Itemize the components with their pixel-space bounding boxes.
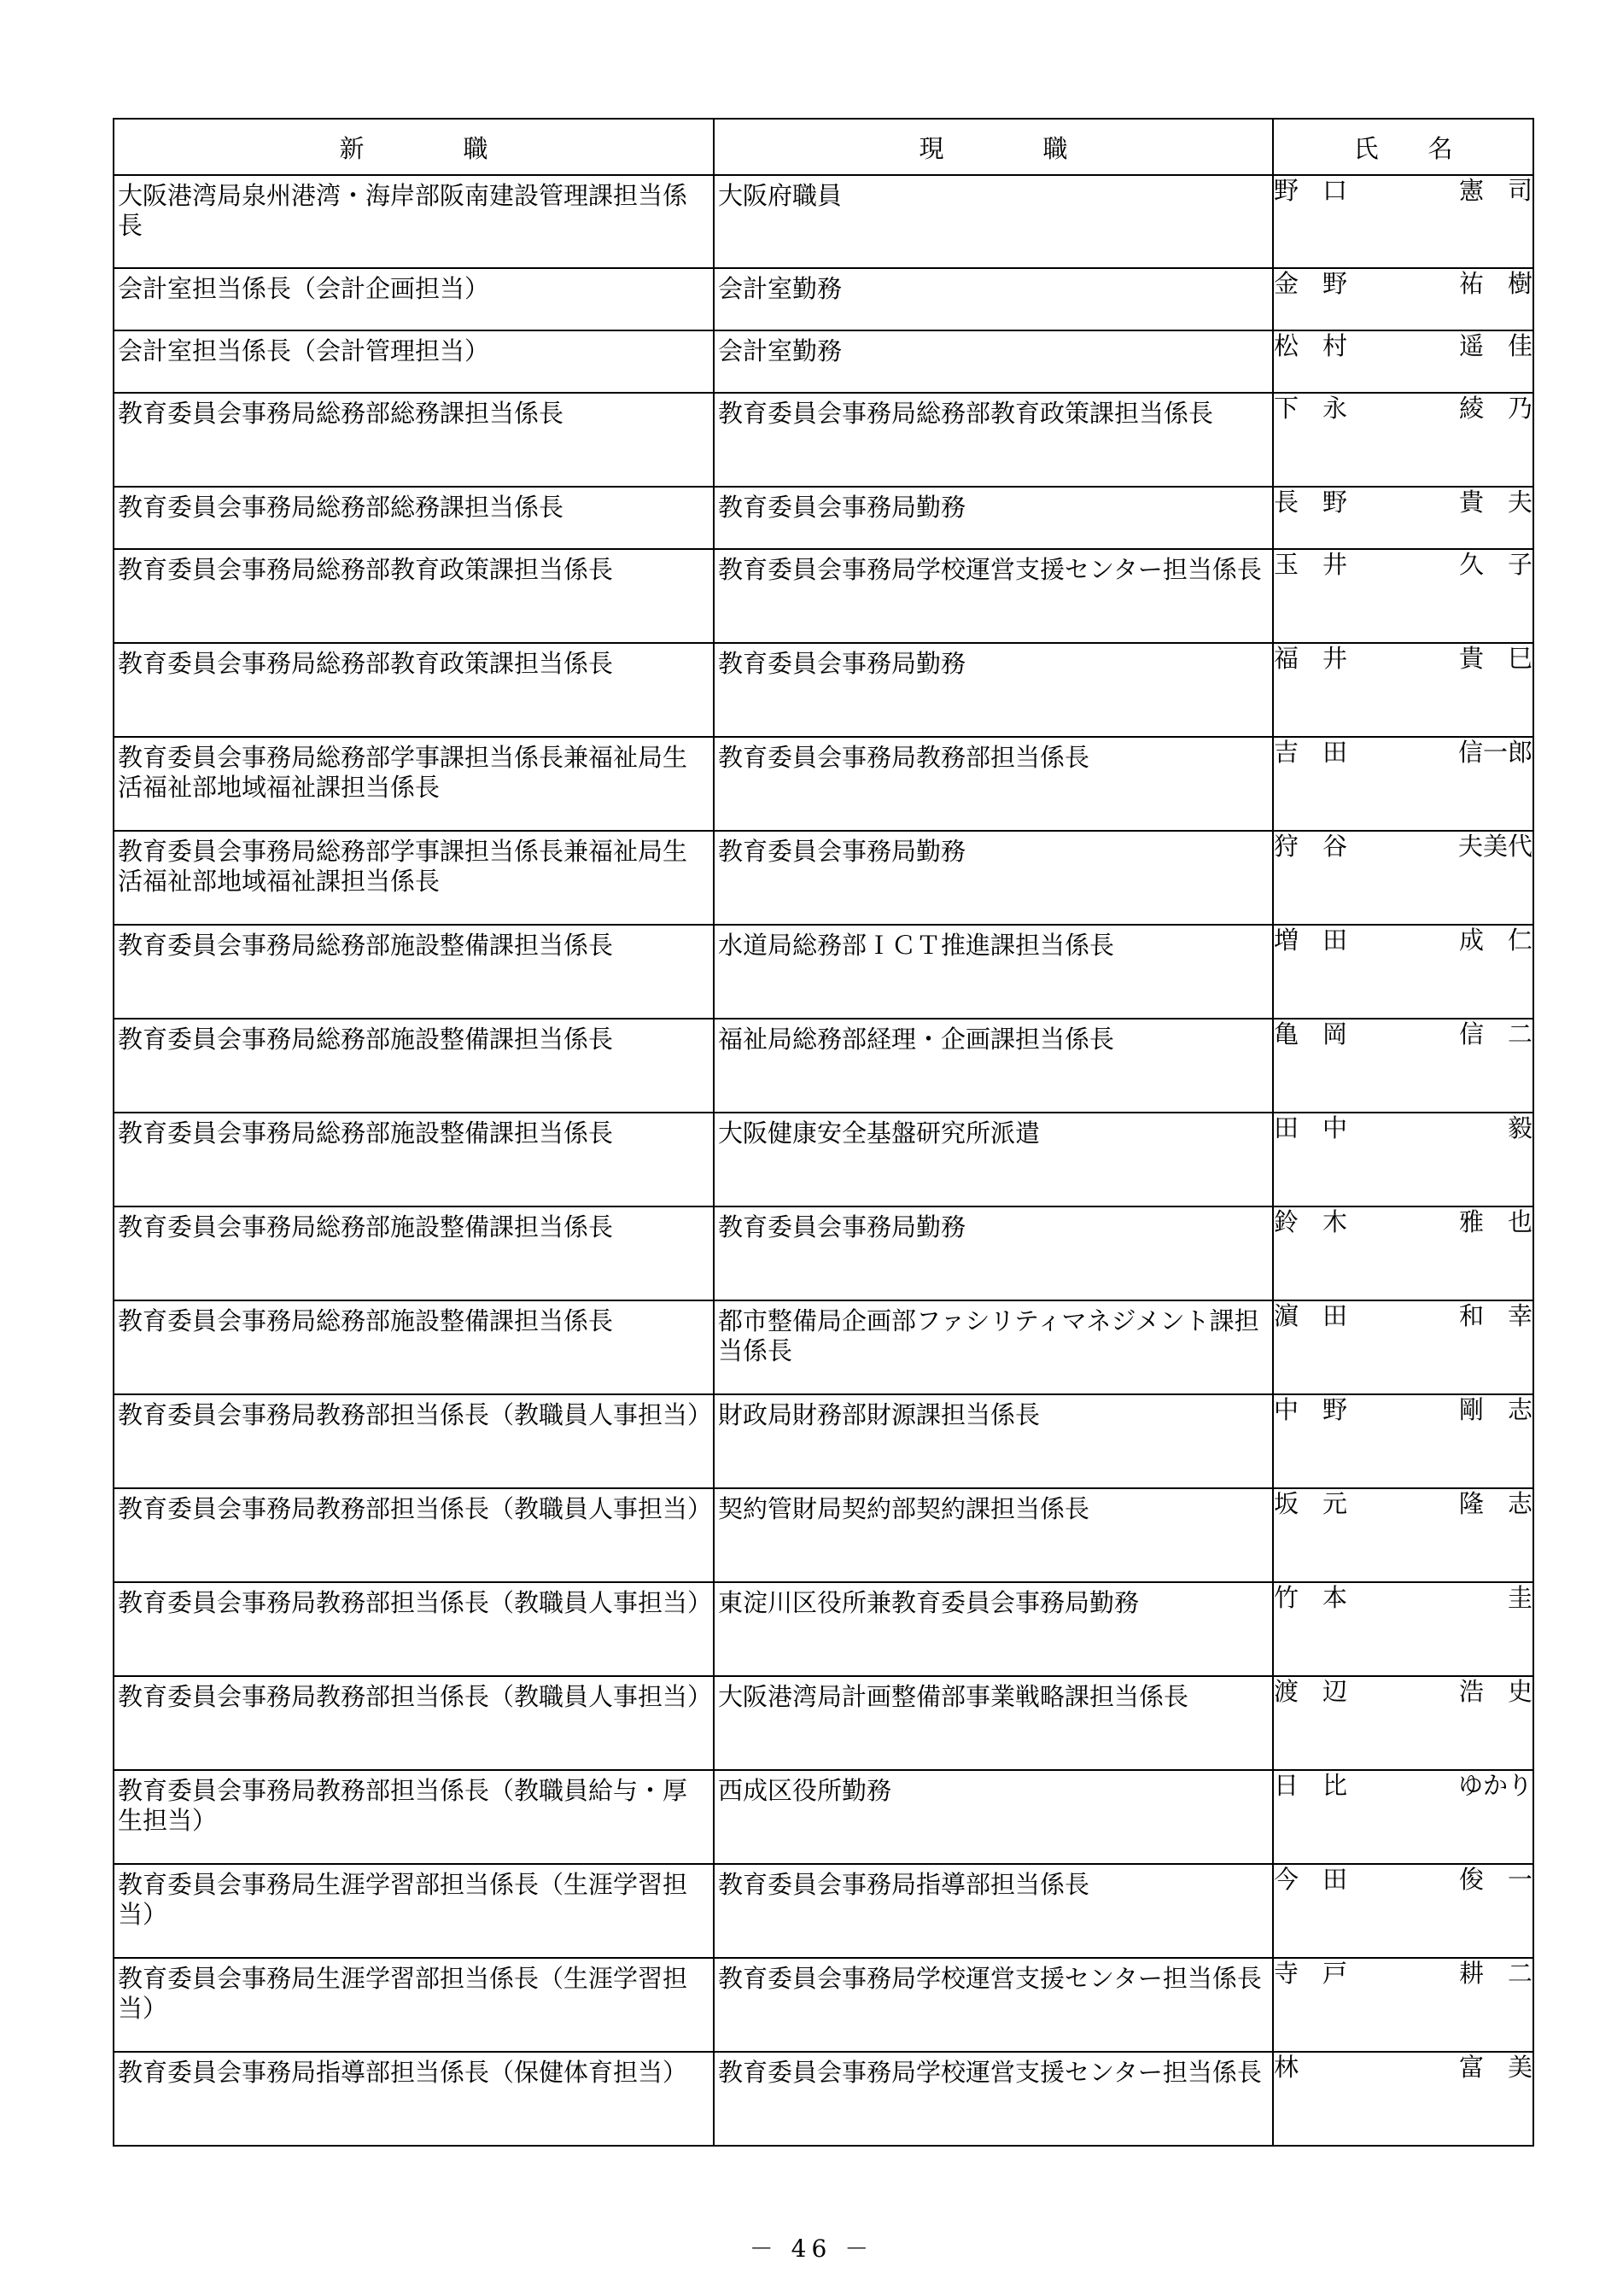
given-name-char: 志 [1507, 1395, 1533, 1424]
new-post-text: 教育委員会事務局教務部担当係長（教職員人事担当） [118, 1400, 713, 1429]
given-name [1459, 331, 1533, 361]
family-name [1274, 1301, 1347, 1331]
personnel-table [113, 118, 1534, 2147]
family-name-char: 野 [1274, 176, 1299, 205]
family-name [1274, 394, 1347, 424]
table-body [114, 175, 1533, 2146]
given-name [1459, 176, 1533, 206]
person-name [1274, 1771, 1533, 1801]
person-name [1274, 1113, 1533, 1143]
new-post-cell [114, 737, 714, 831]
family-name-char: 渡 [1274, 1677, 1299, 1706]
given-name-char: 隆 [1459, 1489, 1485, 1518]
table-row [114, 1770, 1533, 1864]
current-post-cell [714, 487, 1273, 549]
given-name-char: 二 [1507, 1959, 1533, 1988]
current-post-text: 教育委員会事務局勤務 [718, 493, 966, 522]
person-name [1274, 1301, 1533, 1331]
given-name [1459, 644, 1533, 674]
new-post-cell [114, 330, 714, 393]
given-name-char: 志 [1507, 1489, 1533, 1518]
header-current-post: 現 職 [714, 119, 1273, 175]
current-post-cell [714, 1113, 1273, 1206]
current-post-text: 財政局財務部財源課担当係長 [718, 1400, 1041, 1429]
family-name-char: 日 [1274, 1771, 1299, 1800]
given-name [1459, 1959, 1533, 1989]
given-name [1459, 2053, 1533, 2083]
current-post-text: 会計室勤務 [718, 336, 843, 365]
given-name-char: 信 [1459, 1019, 1485, 1049]
new-post-text: 会計室担当係長（会計企画担当） [118, 274, 490, 303]
family-name-char: 今 [1274, 1865, 1299, 1894]
given-name [1458, 832, 1533, 862]
table-row [114, 831, 1533, 925]
family-name [1274, 1677, 1347, 1707]
family-name-char: 中 [1274, 1395, 1299, 1424]
given-name-char: 浩 [1459, 1677, 1485, 1706]
person-name [1274, 1959, 1533, 1989]
new-post-cell [114, 831, 714, 925]
new-post-text: 教育委員会事務局総務部施設整備課担当係長 [118, 931, 614, 960]
table-row [114, 393, 1533, 487]
name-cell [1273, 1113, 1533, 1206]
given-name [1459, 1865, 1533, 1895]
family-name-char: 狩 [1274, 832, 1299, 861]
family-name [1274, 550, 1347, 580]
given-name-char: 巳 [1507, 644, 1533, 673]
person-name [1274, 394, 1533, 424]
new-post-text: 教育委員会事務局教務部担当係長（教職員人事担当） [118, 1494, 713, 1523]
current-post-cell [714, 393, 1273, 487]
given-name-char: 乃 [1507, 394, 1533, 423]
family-name [1274, 331, 1347, 361]
family-name-char: 口 [1322, 176, 1347, 205]
given-name-char: 遥 [1459, 331, 1485, 360]
family-name-char: 亀 [1274, 1019, 1299, 1049]
table-row [114, 330, 1533, 393]
name-cell [1273, 1019, 1533, 1113]
family-name-char: 田 [1322, 1865, 1347, 1894]
family-name-char: 坂 [1274, 1489, 1299, 1518]
given-name-char: 憲 [1459, 176, 1485, 205]
new-post-text: 教育委員会事務局総務部総務課担当係長 [118, 493, 564, 522]
given-name-char: 夫美代 [1457, 832, 1533, 861]
person-name [1274, 738, 1533, 768]
new-post-cell [114, 393, 714, 487]
family-name-char: 本 [1322, 1583, 1347, 1612]
table-row [114, 175, 1533, 268]
name-cell [1273, 393, 1533, 487]
name-cell [1273, 1676, 1533, 1770]
family-name-char: 岡 [1322, 1019, 1347, 1049]
current-post-text: 教育委員会事務局勤務 [718, 837, 966, 866]
current-post-cell [714, 737, 1273, 831]
table-row [114, 1394, 1533, 1488]
given-name-char: 富 [1459, 2053, 1485, 2082]
given-name-char: 久 [1459, 550, 1485, 579]
given-name [1459, 394, 1533, 424]
table-row [114, 1206, 1533, 1300]
given-name-char: 樹 [1507, 269, 1533, 298]
family-name-char: 濵 [1274, 1301, 1299, 1330]
new-post-text: 教育委員会事務局生涯学習部担当係長（生涯学習担当） [118, 1964, 688, 2023]
page-number: － 46 － [749, 2235, 874, 2263]
name-cell [1273, 175, 1533, 268]
name-cell [1273, 1206, 1533, 1300]
family-name-char: 中 [1322, 1113, 1347, 1142]
current-post-text: 西成区役所勤務 [718, 1776, 892, 1805]
new-post-cell [114, 1019, 714, 1113]
new-post-cell [114, 1676, 714, 1770]
current-post-text: 大阪健康安全基盤研究所派遣 [718, 1119, 1041, 1148]
new-post-text: 教育委員会事務局総務部教育政策課担当係長 [118, 649, 614, 678]
new-post-text: 会計室担当係長（会計管理担当） [118, 336, 490, 365]
person-name [1274, 1583, 1533, 1613]
family-name-char: 金 [1274, 269, 1299, 298]
person-name [1274, 1865, 1533, 1895]
table-row [114, 1488, 1533, 1582]
current-post-text: 東淀川区役所兼教育委員会事務局勤務 [718, 1588, 1140, 1617]
current-post-cell [714, 549, 1273, 643]
family-name [1274, 738, 1347, 768]
family-name [1274, 1771, 1347, 1801]
given-name-char: 一 [1507, 1865, 1533, 1894]
name-cell [1273, 1582, 1533, 1676]
given-name [1459, 1489, 1533, 1519]
person-name [1274, 832, 1533, 862]
name-cell [1273, 2052, 1533, 2146]
current-post-cell [714, 330, 1273, 393]
name-cell [1273, 831, 1533, 925]
header-name: 氏 名 [1273, 119, 1533, 175]
name-cell [1273, 549, 1533, 643]
current-post-cell [714, 1582, 1273, 1676]
family-name-char: 松 [1274, 331, 1299, 360]
new-post-text: 教育委員会事務局生涯学習部担当係長（生涯学習担当） [118, 1870, 688, 1929]
new-post-cell [114, 268, 714, 330]
given-name-char: 司 [1507, 176, 1533, 205]
current-post-cell [714, 1019, 1273, 1113]
family-name-char: 野 [1322, 1395, 1347, 1424]
name-cell [1273, 1864, 1533, 1958]
table-row [114, 1958, 1533, 2052]
new-post-cell [114, 1488, 714, 1582]
given-name [1459, 550, 1533, 580]
given-name-char: 圭 [1507, 1583, 1533, 1612]
family-name-char: 田 [1322, 1301, 1347, 1330]
table-row [114, 925, 1533, 1019]
current-post-text: 都市整備局企画部ファシリティマネジメント課担当係長 [718, 1306, 1259, 1365]
new-post-text: 教育委員会事務局総務部施設整備課担当係長 [118, 1306, 614, 1335]
given-name-char: 美 [1507, 2053, 1533, 2082]
family-name-char: 長 [1274, 488, 1299, 517]
name-cell [1273, 1300, 1533, 1394]
family-name-char: 田 [1322, 738, 1347, 767]
new-post-text: 教育委員会事務局総務部学事課担当係長兼福祉局生活福祉部地域福祉課担当係長 [118, 743, 688, 802]
new-post-cell [114, 1582, 714, 1676]
person-name [1274, 644, 1533, 674]
family-name [1274, 926, 1347, 955]
family-name-char: 村 [1322, 331, 1347, 360]
current-post-text: 大阪港湾局計画整備部事業戦略課担当係長 [718, 1682, 1189, 1711]
given-name-char: 信一郎 [1457, 738, 1533, 767]
person-name [1274, 550, 1533, 580]
new-post-cell [114, 549, 714, 643]
current-post-text: 教育委員会事務局指導部担当係長 [718, 1870, 1090, 1899]
current-post-text: 福祉局総務部経理・企画課担当係長 [718, 1025, 1115, 1054]
name-cell [1273, 268, 1533, 330]
given-name [1459, 1019, 1533, 1049]
current-post-cell [714, 2052, 1273, 2146]
name-cell [1273, 737, 1533, 831]
family-name-char: 寺 [1274, 1959, 1299, 1988]
family-name [1274, 1113, 1347, 1143]
person-name [1274, 331, 1533, 361]
new-post-cell [114, 643, 714, 737]
current-post-cell [714, 1676, 1273, 1770]
new-post-cell [114, 925, 714, 1019]
current-post-text: 教育委員会事務局学校運営支援センター担当係長 [718, 2058, 1262, 2087]
current-post-text: 教育委員会事務局勤務 [718, 649, 966, 678]
name-cell [1273, 1770, 1533, 1864]
family-name-char: 野 [1322, 269, 1347, 298]
family-name-char: 田 [1322, 926, 1347, 955]
name-cell [1273, 643, 1533, 737]
given-name-char: 綾 [1459, 394, 1485, 423]
family-name-char: 戸 [1322, 1959, 1347, 1988]
table-row [114, 1019, 1533, 1113]
table-row [114, 487, 1533, 549]
given-name [1459, 1395, 1533, 1425]
table-row [114, 643, 1533, 737]
given-name-char: 雅 [1459, 1207, 1485, 1236]
family-name-char: 福 [1274, 644, 1299, 673]
current-post-text: 教育委員会事務局学校運営支援センター担当係長 [718, 555, 1262, 584]
family-name [1274, 1865, 1347, 1895]
family-name [1274, 1207, 1347, 1237]
given-name-char: 俊 [1459, 1865, 1485, 1894]
family-name [1274, 176, 1347, 206]
family-name-char: 井 [1322, 550, 1347, 579]
family-name-char: 木 [1322, 1207, 1347, 1236]
table-row [114, 268, 1533, 330]
family-name-char: 林 [1274, 2053, 1299, 2082]
current-post-cell [714, 1864, 1273, 1958]
given-name-char: 仁 [1507, 926, 1533, 955]
family-name-char: 永 [1322, 394, 1347, 423]
new-post-text: 教育委員会事務局総務部施設整備課担当係長 [118, 1025, 614, 1054]
current-post-cell [714, 1488, 1273, 1582]
current-post-cell [714, 831, 1273, 925]
new-post-cell [114, 1770, 714, 1864]
new-post-text: 教育委員会事務局総務部学事課担当係長兼福祉局生活福祉部地域福祉課担当係長 [118, 837, 688, 896]
new-post-text: 教育委員会事務局教務部担当係長（教職員人事担当） [118, 1682, 713, 1711]
given-name [1459, 1301, 1533, 1331]
given-name-char: 貴 [1459, 488, 1485, 517]
current-post-text: 教育委員会事務局総務部教育政策課担当係長 [718, 399, 1214, 428]
given-name-char: 史 [1507, 1677, 1533, 1706]
family-name [1274, 1959, 1347, 1989]
name-cell [1273, 1958, 1533, 2052]
family-name-char: 吉 [1274, 738, 1299, 767]
person-name [1274, 1677, 1533, 1707]
name-cell [1273, 487, 1533, 549]
given-name [1459, 926, 1533, 955]
person-name [1274, 1395, 1533, 1425]
current-post-text: 大阪府職員 [718, 181, 843, 210]
given-name [1459, 1113, 1533, 1143]
current-post-cell [714, 1206, 1273, 1300]
family-name-char: 竹 [1274, 1583, 1299, 1612]
family-name-char: 田 [1274, 1113, 1299, 1142]
table-row [114, 1582, 1533, 1676]
given-name-char: 剛 [1459, 1395, 1485, 1424]
header-row [114, 119, 1533, 175]
person-name [1274, 1207, 1533, 1237]
new-post-cell [114, 1300, 714, 1394]
person-name [1274, 1019, 1533, 1049]
family-name-char: 増 [1274, 926, 1299, 955]
new-post-text: 教育委員会事務局教務部担当係長（教職員人事担当） [118, 1588, 713, 1617]
new-post-cell [114, 1113, 714, 1206]
given-name [1458, 738, 1533, 768]
given-name-char: 成 [1459, 926, 1485, 955]
name-cell [1273, 1394, 1533, 1488]
current-post-text: 会計室勤務 [718, 274, 843, 303]
new-post-text: 大阪港湾局泉州港湾・海岸部阪南建設管理課担当係長 [118, 181, 688, 240]
given-name-char: 夫 [1507, 488, 1533, 517]
family-name [1274, 488, 1347, 517]
given-name [1459, 1583, 1533, 1613]
given-name-char: 也 [1507, 1207, 1533, 1236]
table-row [114, 1676, 1533, 1770]
table-row [114, 549, 1533, 643]
family-name [1274, 1489, 1347, 1519]
family-name-char: 井 [1322, 644, 1347, 673]
given-name-char: 佳 [1507, 331, 1533, 360]
current-post-cell [714, 643, 1273, 737]
table-row [114, 1113, 1533, 1206]
given-name [1459, 488, 1533, 517]
header-new-post: 新 職 [114, 119, 714, 175]
table-row [114, 1300, 1533, 1394]
given-name-char: 二 [1507, 1019, 1533, 1049]
given-name-char: 幸 [1507, 1301, 1533, 1330]
given-name-char: 耕 [1459, 1959, 1485, 1988]
family-name [1274, 1019, 1347, 1049]
table-row [114, 2052, 1533, 2146]
new-post-text: 教育委員会事務局総務部施設整備課担当係長 [118, 1119, 614, 1148]
table-row [114, 737, 1533, 831]
family-name [1274, 269, 1347, 299]
new-post-cell [114, 1206, 714, 1300]
new-post-cell [114, 175, 714, 268]
current-post-text: 教育委員会事務局教務部担当係長 [718, 743, 1090, 772]
family-name-char: 下 [1274, 394, 1299, 423]
family-name-char: 鈴 [1274, 1207, 1299, 1236]
new-post-text: 教育委員会事務局教務部担当係長（教職員給与・厚生担当） [118, 1776, 688, 1835]
current-post-cell [714, 1394, 1273, 1488]
current-post-cell [714, 925, 1273, 1019]
person-name [1274, 176, 1533, 206]
family-name-char: 野 [1322, 488, 1347, 517]
current-post-cell [714, 175, 1273, 268]
current-post-text: 教育委員会事務局学校運営支援センター担当係長 [718, 1964, 1262, 1993]
family-name-char: 比 [1322, 1771, 1347, 1800]
current-post-cell [714, 1958, 1273, 2052]
family-name-char: 玉 [1274, 550, 1299, 579]
given-name-char: ゆかり [1457, 1771, 1533, 1800]
new-post-cell [114, 2052, 714, 2146]
family-name [1274, 832, 1347, 862]
name-cell [1273, 925, 1533, 1019]
family-name-char: 元 [1322, 1489, 1347, 1518]
current-post-cell [714, 1300, 1273, 1394]
current-post-text: 契約管財局契約部契約課担当係長 [718, 1494, 1090, 1523]
new-post-text: 教育委員会事務局総務部総務課担当係長 [118, 399, 564, 428]
family-name [1274, 1395, 1347, 1425]
person-name [1274, 488, 1533, 517]
new-post-cell [114, 1958, 714, 2052]
current-post-text: 教育委員会事務局勤務 [718, 1212, 966, 1241]
current-post-cell [714, 268, 1273, 330]
new-post-cell [114, 1864, 714, 1958]
family-name [1274, 2053, 1347, 2083]
table-row [114, 1864, 1533, 1958]
person-name [1274, 1489, 1533, 1519]
person-name [1274, 269, 1533, 299]
new-post-cell [114, 487, 714, 549]
given-name-char: 和 [1459, 1301, 1485, 1330]
new-post-text: 教育委員会事務局指導部担当係長（保健体育担当） [118, 2058, 688, 2087]
given-name [1459, 269, 1533, 299]
family-name [1274, 1583, 1347, 1613]
name-cell [1273, 330, 1533, 393]
given-name-char: 貴 [1459, 644, 1485, 673]
family-name-char: 谷 [1322, 832, 1347, 861]
person-name [1274, 926, 1533, 955]
given-name-char: 祐 [1459, 269, 1485, 298]
given-name [1459, 1207, 1533, 1237]
given-name [1459, 1677, 1533, 1707]
new-post-cell [114, 1394, 714, 1488]
given-name-char: 子 [1507, 550, 1533, 579]
person-name [1274, 2053, 1533, 2083]
given-name-char: 毅 [1507, 1113, 1533, 1142]
family-name-char: 辺 [1322, 1677, 1347, 1706]
current-post-cell [714, 1770, 1273, 1864]
new-post-text: 教育委員会事務局総務部教育政策課担当係長 [118, 555, 614, 584]
given-name [1458, 1771, 1533, 1801]
family-name [1274, 644, 1347, 674]
new-post-text: 教育委員会事務局総務部施設整備課担当係長 [118, 1212, 614, 1241]
name-cell [1273, 1488, 1533, 1582]
current-post-text: 水道局総務部ＩＣＴ推進課担当係長 [718, 931, 1115, 960]
